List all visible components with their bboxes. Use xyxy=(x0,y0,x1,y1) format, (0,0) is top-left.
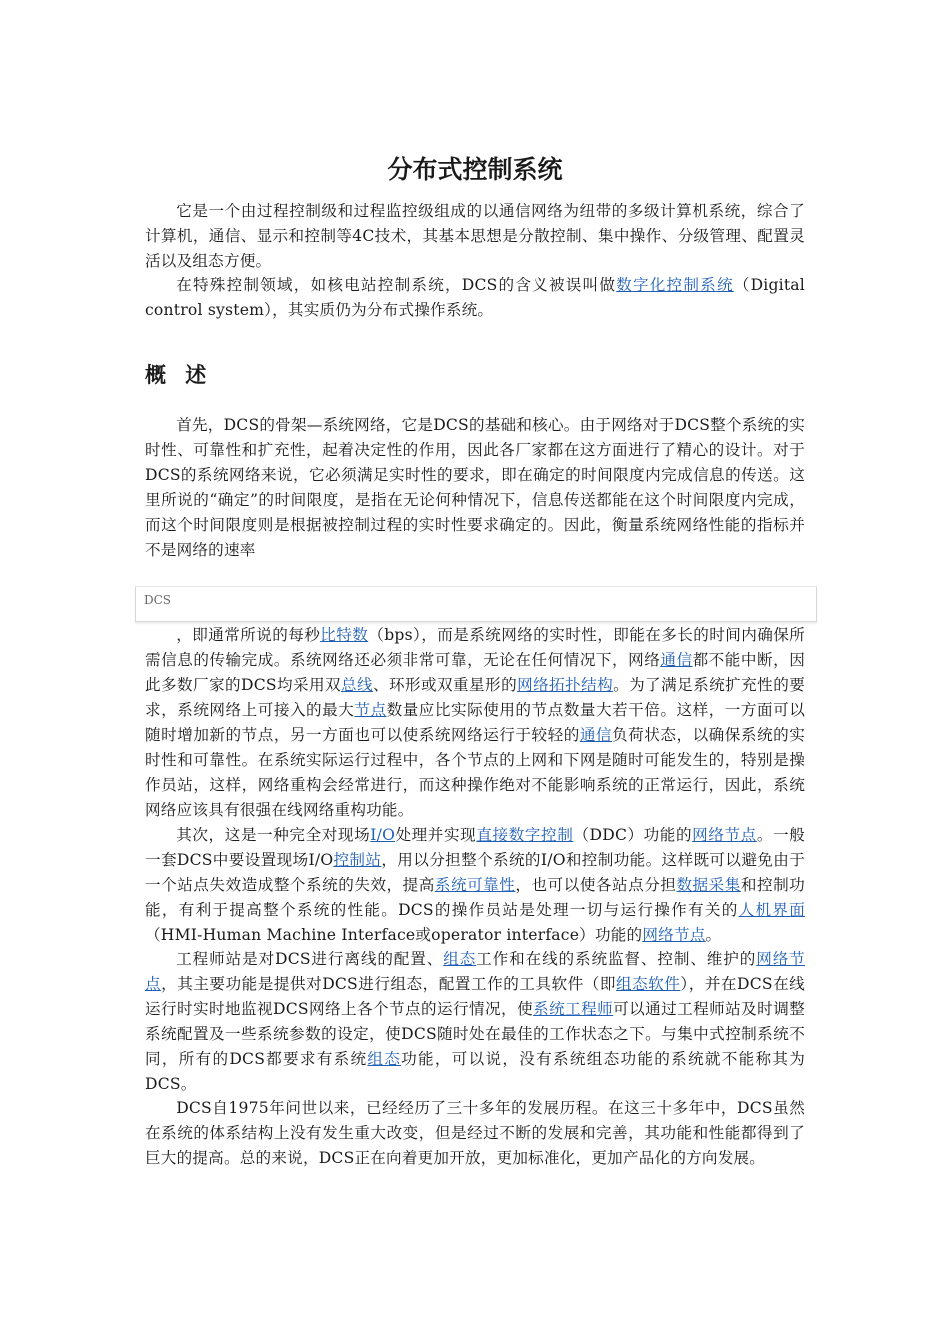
link-communication-2[interactable]: 通信 xyxy=(579,726,613,744)
overview-paragraph-2: ，即通常所说的每秒比特数（bps），而是系统网络的实时性，即能在多长的时间内确保所需信息的传输完成。系统网络还必须非常可靠，无论在任何情况下，网络通信都不能中断，因此多数厂家的DCS均采用双总线、环形或双重星形的网络拓扑结构。为了满足系统扩充性的要求，系统网络上可接入的最大节点数量应比实际使用的节点数量大若干倍。这样，一方面可以随时增加新的节点，另一方面也可以使系统网络运行于较轻的通信负荷状态，以确保系统的实时性和可靠性。在系统实际运行过程中，各个节点的上网和下网是随时可能发生的，特别是操作员站，这样，网络重构会经常进行，而这种操作绝对不能影响系统的正常运行，因此，系统网络应该具有很强在线网络重构功能。 xyxy=(145,626,806,819)
link-configuration-software[interactable]: 组态软件 xyxy=(615,975,681,993)
link-node[interactable]: 节点 xyxy=(354,701,387,719)
overview-paragraph-1: 首先，DCS的骨架—系统网络，它是DCS的基础和核心。由于网络对于DCS整个系统的实时性、可靠性和扩充性，起着决定性的作用，因此各厂家都在这方面进行了精心的设计。对于DCS的系统网络来说，它必须满足实时性的要求，即在确定的时间限度内完成信息的传送。这里所说的“确定”的时间限度，是指在无论何种情况下，信息传送都能在这个时间限度内完成，而这个时间限度则是根据被控制过程的实时性要求确定的。因此，衡量系统网络性能的指标并不是网络的速率 xyxy=(145,416,805,559)
link-direct-digital-control[interactable]: 直接数字控制 xyxy=(476,826,574,844)
image-caption: DCS xyxy=(144,593,172,607)
link-network-node-3[interactable]: 网络节点 xyxy=(145,950,805,993)
intro-paragraph xyxy=(145,199,805,274)
section-heading-overview: 概 述 xyxy=(145,363,213,387)
link-io[interactable]: I/O xyxy=(370,826,396,844)
link-system-engineer[interactable]: 系统工程师 xyxy=(533,1000,614,1018)
link-system-reliability[interactable]: 系统可靠性 xyxy=(434,876,516,894)
overview-paragraph-4: 工程师站是对DCS进行离线的配置、组态工作和在线的系统监督、控制、维护的网络节点，其主要功能是提供对DCS进行组态，配置工作的工具软件（即组态软件），并在DCS在线运行时实时地监视DCS网络上各个节点的运行情况，使系统工程师可以通过工程师站及时调整系统配置及一些系统参数的设定，使DCS随时处在最佳的工作状态之下。与集中式控制系统不同，所有的DCS都要求有系统组态功能，可以说，没有系统组态功能的系统就不能称其为DCS。 xyxy=(145,950,805,1093)
link-hmi[interactable]: 人机界面 xyxy=(738,901,805,919)
link-communication[interactable]: 通信 xyxy=(660,651,693,669)
overview-paragraph-5: DCS自1975年问世以来，已经经历了三十多年的发展历程。在这三十多年中，DCS虽然在系统的体系结构上没有发生重大改变，但是经过不断的发展和完善，其功能和性能都得到了巨大的提高。总的来说，DCS正在向着更加开放，更加标准化，更加产品化的方向发展。 xyxy=(145,1099,805,1167)
link-bus[interactable]: 总线 xyxy=(341,676,374,694)
intro-paragraph-2: 在特殊控制领域，如核电站控制系统，DCS的含义被误叫做数字化控制系统（Digital control system），其实质仍为分布式操作系统。 xyxy=(145,276,805,319)
image-caption-box xyxy=(135,586,817,622)
link-control-station[interactable]: 控制站 xyxy=(333,851,382,869)
link-configuration-2[interactable]: 组态 xyxy=(367,1050,402,1068)
link-network-node-2[interactable]: 网络节点 xyxy=(642,926,706,944)
link-digital-control-system[interactable]: 数字化控制系统 xyxy=(616,276,734,294)
link-network-topology[interactable]: 网络拓扑结构 xyxy=(517,676,614,694)
page-title: 分布式控制系统 xyxy=(387,155,563,184)
link-network-node[interactable]: 网络节点 xyxy=(692,826,757,844)
link-configuration[interactable]: 组态 xyxy=(443,950,477,968)
intro-text: 它是一个由过程控制级和过程监控级组成的以通信网络为纽带的多级计算机系统，综合了计算机，通信、显示和控制等4C技术，其基本思想是分散控制、集中操作、分级管理、配置灵活以及组态方便。 xyxy=(145,202,805,270)
overview-paragraph-3: 其次，这是一种完全对现场I/O处理并实现直接数字控制（DDC）功能的网络节点。一般一套DCS中要设置现场I/O控制站，用以分担整个系统的I/O和控制功能。这样既可以避免由于一个站点失效造成整个系统的失效，提高系统可靠性，也可以使各站点分担数据采集和控制功能，有利于提高整个系统的性能。DCS的操作员站是处理一切与运行操作有关的人机界面（HMI-Human Machine Interface或operator interface）功能的网络节点。 xyxy=(145,826,805,944)
link-bitrate[interactable]: 比特数 xyxy=(320,626,369,644)
link-data-acquisition[interactable]: 数据采集 xyxy=(676,876,741,894)
